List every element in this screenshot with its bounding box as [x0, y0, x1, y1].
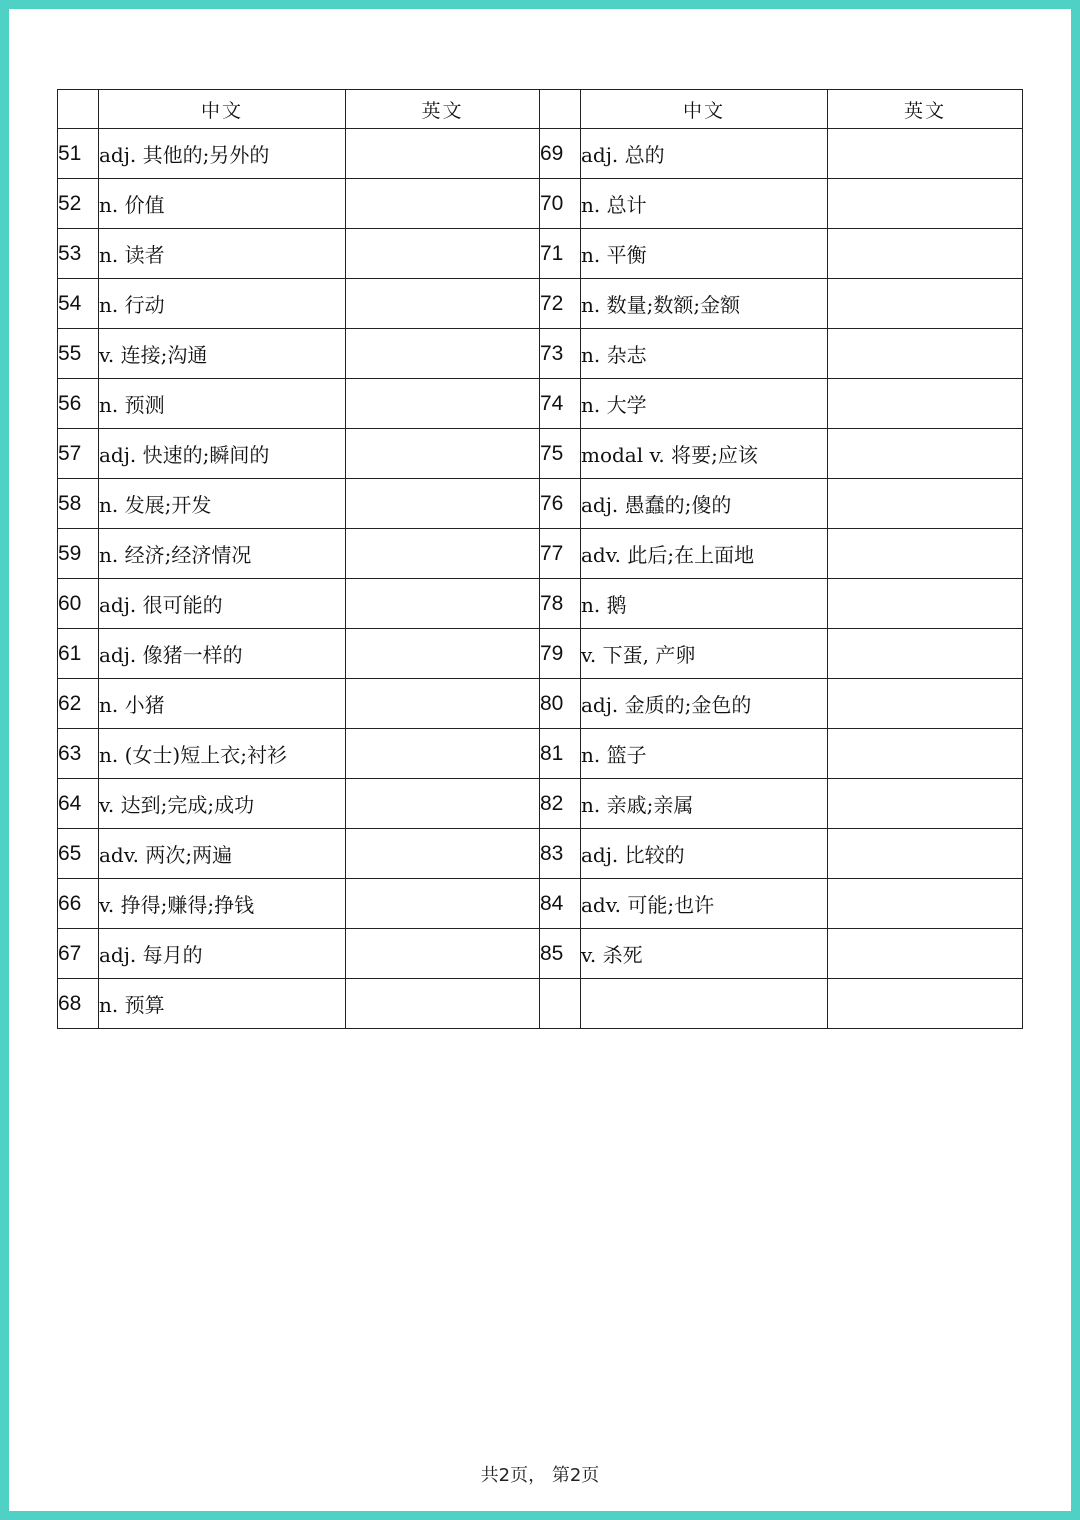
vocabulary-table: [57, 89, 1023, 1029]
table-row: [58, 729, 1023, 779]
chinese-meaning-right: n. 篮子: [581, 729, 828, 779]
row-number-left: 59: [58, 529, 99, 579]
chinese-meaning-left: adj. 其他的;另外的: [99, 129, 346, 179]
table-row: [58, 979, 1023, 1029]
english-answer-right[interactable]: [828, 379, 1023, 429]
table-row: [58, 529, 1023, 579]
row-number-left: 55: [58, 329, 99, 379]
chinese-meaning-left: n. 预算: [99, 979, 346, 1029]
english-answer-left[interactable]: [346, 329, 540, 379]
english-answer-right[interactable]: [828, 779, 1023, 829]
chinese-meaning-right: adj. 总的: [581, 129, 828, 179]
chinese-meaning-right: n. 总计: [581, 179, 828, 229]
english-answer-right[interactable]: [828, 979, 1023, 1029]
document-page: [9, 9, 1071, 1511]
row-number-right: 83: [540, 829, 581, 879]
english-answer-left[interactable]: [346, 779, 540, 829]
row-number-left: 52: [58, 179, 99, 229]
header-english-right: 英文: [828, 90, 1023, 129]
table-row: [58, 479, 1023, 529]
english-answer-left[interactable]: [346, 279, 540, 329]
english-answer-right[interactable]: [828, 179, 1023, 229]
chinese-meaning-right: adj. 比较的: [581, 829, 828, 879]
row-number-right: [540, 979, 581, 1029]
row-number-left: 62: [58, 679, 99, 729]
chinese-meaning-right: adv. 可能;也许: [581, 879, 828, 929]
row-number-right: 77: [540, 529, 581, 579]
row-number-right: 69: [540, 129, 581, 179]
chinese-meaning-left: v. 挣得;赚得;挣钱: [99, 879, 346, 929]
row-number-left: 68: [58, 979, 99, 1029]
chinese-meaning-left: v. 连接;沟通: [99, 329, 346, 379]
chinese-meaning-left: adj. 快速的;瞬间的: [99, 429, 346, 479]
row-number-left: 53: [58, 229, 99, 279]
english-answer-right[interactable]: [828, 479, 1023, 529]
row-number-right: 74: [540, 379, 581, 429]
row-number-right: 76: [540, 479, 581, 529]
chinese-meaning-right: v. 下蛋, 产卵: [581, 629, 828, 679]
english-answer-right[interactable]: [828, 129, 1023, 179]
row-number-right: 75: [540, 429, 581, 479]
chinese-meaning-right: n. 数量;数额;金额: [581, 279, 828, 329]
english-answer-left[interactable]: [346, 179, 540, 229]
chinese-meaning-left: n. 读者: [99, 229, 346, 279]
table-row: [58, 629, 1023, 679]
english-answer-left[interactable]: [346, 679, 540, 729]
table-row: [58, 329, 1023, 379]
english-answer-left[interactable]: [346, 579, 540, 629]
chinese-meaning-right: adj. 金质的;金色的: [581, 679, 828, 729]
chinese-meaning-right: n. 平衡: [581, 229, 828, 279]
row-number-left: 54: [58, 279, 99, 329]
header-chinese-left: 中文: [99, 90, 346, 129]
header-number-left: [58, 90, 99, 129]
chinese-meaning-left: n. 预测: [99, 379, 346, 429]
row-number-left: 64: [58, 779, 99, 829]
table-row: [58, 779, 1023, 829]
row-number-right: 80: [540, 679, 581, 729]
row-number-left: 60: [58, 579, 99, 629]
english-answer-right[interactable]: [828, 679, 1023, 729]
row-number-left: 56: [58, 379, 99, 429]
row-number-right: 84: [540, 879, 581, 929]
row-number-left: 66: [58, 879, 99, 929]
english-answer-right[interactable]: [828, 329, 1023, 379]
row-number-left: 65: [58, 829, 99, 879]
english-answer-left[interactable]: [346, 879, 540, 929]
table-row: [58, 229, 1023, 279]
row-number-left: 51: [58, 129, 99, 179]
row-number-right: 82: [540, 779, 581, 829]
english-answer-right[interactable]: [828, 629, 1023, 679]
row-number-right: 85: [540, 929, 581, 979]
row-number-left: 61: [58, 629, 99, 679]
english-answer-left[interactable]: [346, 479, 540, 529]
chinese-meaning-left: adj. 每月的: [99, 929, 346, 979]
english-answer-right[interactable]: [828, 229, 1023, 279]
table-row: [58, 279, 1023, 329]
row-number-right: 71: [540, 229, 581, 279]
english-answer-left[interactable]: [346, 729, 540, 779]
table-row: [58, 829, 1023, 879]
chinese-meaning-right: n. 亲戚;亲属: [581, 779, 828, 829]
english-answer-left[interactable]: [346, 129, 540, 179]
chinese-meaning-left: n. (女士)短上衣;衬衫: [99, 729, 346, 779]
header-number-right: [540, 90, 581, 129]
english-answer-right[interactable]: [828, 529, 1023, 579]
english-answer-left[interactable]: [346, 629, 540, 679]
chinese-meaning-right: n. 杂志: [581, 329, 828, 379]
chinese-meaning-left: n. 行动: [99, 279, 346, 329]
chinese-meaning-right: v. 杀死: [581, 929, 828, 979]
header-chinese-right: 中文: [581, 90, 828, 129]
row-number-right: 79: [540, 629, 581, 679]
english-answer-right[interactable]: [828, 279, 1023, 329]
english-answer-right[interactable]: [828, 879, 1023, 929]
page-footer: 共2页， 第2页: [480, 1465, 600, 1486]
english-answer-left[interactable]: [346, 829, 540, 879]
row-number-right: 73: [540, 329, 581, 379]
table-row: [58, 379, 1023, 429]
table-row: [58, 879, 1023, 929]
row-number-left: 57: [58, 429, 99, 479]
english-answer-right[interactable]: [828, 579, 1023, 629]
english-answer-left[interactable]: [346, 379, 540, 429]
table-header-row: [58, 90, 1023, 129]
english-answer-right[interactable]: [828, 829, 1023, 879]
row-number-right: 70: [540, 179, 581, 229]
table-row: [58, 579, 1023, 629]
row-number-left: 67: [58, 929, 99, 979]
chinese-meaning-right: adv. 此后;在上面地: [581, 529, 828, 579]
english-answer-left[interactable]: [346, 979, 540, 1029]
chinese-meaning-right: n. 鹅: [581, 579, 828, 629]
row-number-right: 81: [540, 729, 581, 779]
row-number-left: 58: [58, 479, 99, 529]
header-english-left: 英文: [346, 90, 540, 129]
chinese-meaning-left: n. 小猪: [99, 679, 346, 729]
english-answer-left[interactable]: [346, 929, 540, 979]
chinese-meaning-right: modal v. 将要;应该: [581, 429, 828, 479]
chinese-meaning-left: adv. 两次;两遍: [99, 829, 346, 879]
english-answer-right[interactable]: [828, 729, 1023, 779]
row-number-right: 72: [540, 279, 581, 329]
table-row: [58, 679, 1023, 729]
english-answer-right[interactable]: [828, 429, 1023, 479]
row-number-right: 78: [540, 579, 581, 629]
chinese-meaning-left: adj. 很可能的: [99, 579, 346, 629]
table-row: [58, 179, 1023, 229]
english-answer-left[interactable]: [346, 529, 540, 579]
chinese-meaning-left: v. 达到;完成;成功: [99, 779, 346, 829]
chinese-meaning-left: n. 经济;经济情况: [99, 529, 346, 579]
table-row: [58, 129, 1023, 179]
chinese-meaning-left: adj. 像猪一样的: [99, 629, 346, 679]
row-number-left: 63: [58, 729, 99, 779]
english-answer-left[interactable]: [346, 429, 540, 479]
chinese-meaning-left: n. 价值: [99, 179, 346, 229]
english-answer-right[interactable]: [828, 929, 1023, 979]
chinese-meaning-left: n. 发展;开发: [99, 479, 346, 529]
english-answer-left[interactable]: [346, 229, 540, 279]
chinese-meaning-right: n. 大学: [581, 379, 828, 429]
chinese-meaning-right: [581, 979, 828, 1029]
table-row: [58, 929, 1023, 979]
chinese-meaning-right: adj. 愚蠢的;傻的: [581, 479, 828, 529]
table-row: [58, 429, 1023, 479]
table-body: [58, 129, 1023, 1029]
